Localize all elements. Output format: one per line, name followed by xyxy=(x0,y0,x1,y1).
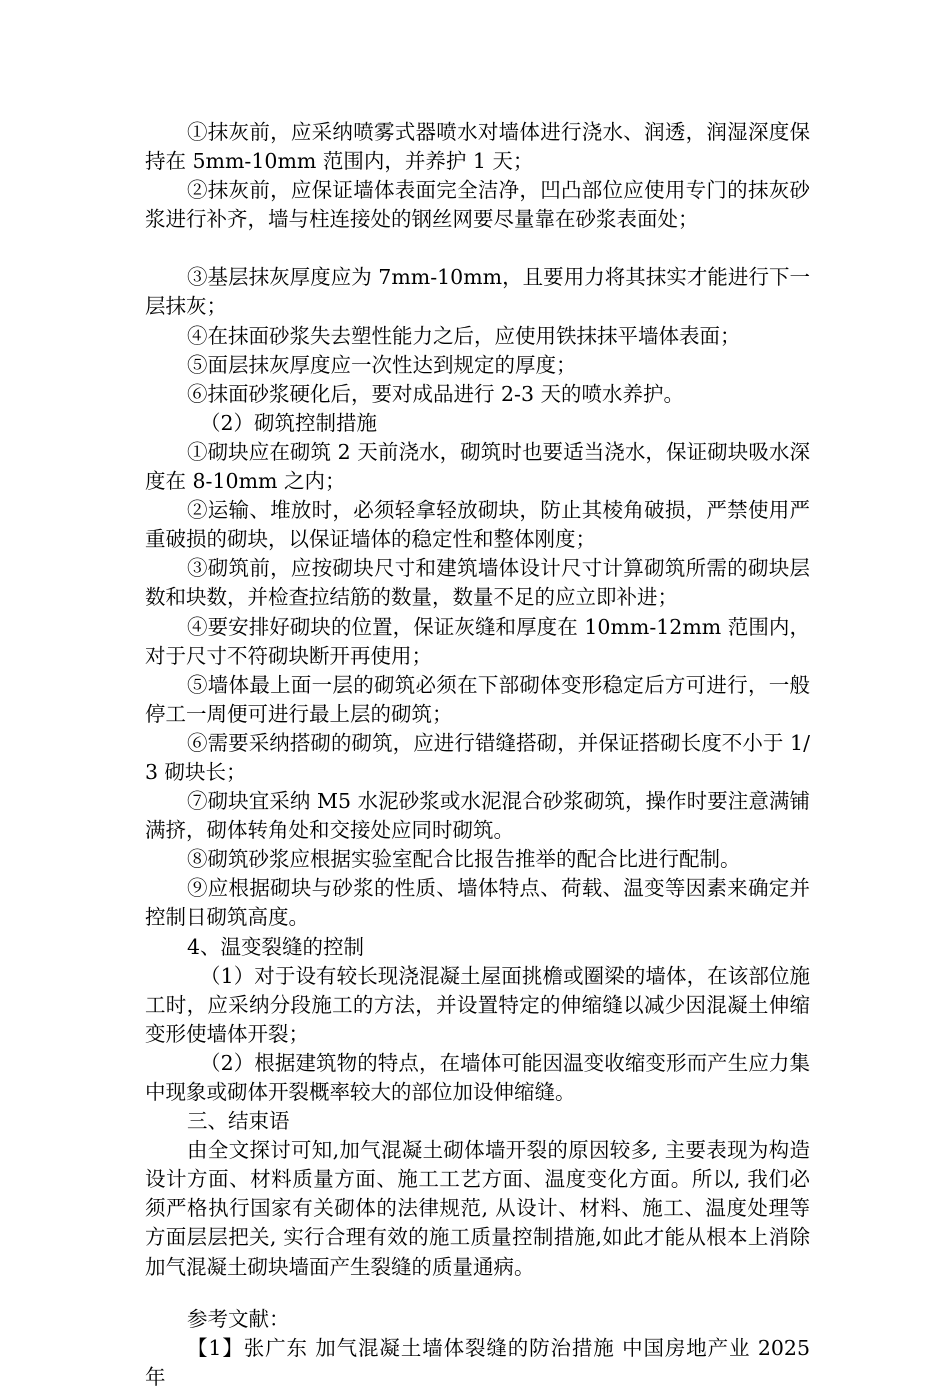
paragraph-plaster-2: ②抹灰前，应保证墙体表面完全洁净，凹凸部位应使用专门的抹灰砂浆进行补齐，墙与柱连接处的钢丝网要尽量靠在砂浆表面处； xyxy=(145,178,810,232)
paragraph-masonry-2: ②运输、堆放时，必须轻拿轻放砌块，防止其棱角破损，严禁使用严重破损的砌块，以保证墙体的稳定性和整体刚度； xyxy=(145,498,810,552)
paragraph-plaster-1: ①抹灰前，应采纳喷雾式器喷水对墙体进行浇水、润透，润湿深度保持在 5mm-10mm 范围内，并养护 1 天； xyxy=(145,120,810,174)
paragraph-plaster-3: ③基层抹灰厚度应为 7mm-10mm，且要用力将其抹实才能进行下一层抹灰； xyxy=(145,265,810,319)
paragraph-temperature-1: （1）对于设有较长现浇混凝土屋面挑檐或圈梁的墙体，在该部位施工时，应采纳分段施工的方法，并设置特定的伸缩缝以减少因混凝土伸缩变形使墙体开裂； xyxy=(145,963,810,1046)
paragraph-masonry-5: ⑤墙体最上面一层的砌筑必须在下部砌体变形稳定后方可进行，一般停工一周便可进行最上层的砌筑； xyxy=(145,672,810,726)
paragraph-spacer xyxy=(145,1282,810,1305)
paragraph-plaster-6: ⑥抹面砂浆硬化后，要对成品进行 2-3 天的喷水养护。 xyxy=(187,381,685,406)
references-title: 参考文献： xyxy=(187,1306,290,1331)
paragraph-masonry-3: ③砌筑前，应按砌块尺寸和建筑墙体设计尺寸计算砌筑所需的砌块层数和块数，并检查拉结筋的数量，数量不足的应立即补进； xyxy=(145,556,810,610)
section-heading-conclusion: 三、结束语 xyxy=(187,1109,290,1134)
paragraph-plaster-5: ⑤面层抹灰厚度应一次性达到规定的厚度； xyxy=(187,352,577,377)
reference-item: 【1】张广东 加气混凝土墙体裂缝的防治措施 中国房地产业 2025 年 xyxy=(145,1335,810,1389)
section-heading-masonry: （2）砌筑控制措施 xyxy=(200,410,378,435)
paragraph-temperature-2: （2）根据建筑物的特点，在墙体可能因温变收缩变形而产生应力集中现象或砌体开裂概率较大的部位加设伸缩缝。 xyxy=(145,1050,810,1104)
section-heading-temperature: 4、温变裂缝的控制 xyxy=(187,934,365,959)
paragraph-masonry-8: ⑧砌筑砂浆应根据实验室配合比报告推举的配合比进行配制。 xyxy=(187,847,741,872)
paragraph-conclusion: 由全文探讨可知,加气混凝土砌体墙开裂的原因较多, 主要表现为构造设计方面、材料质量方面、施工工艺方面、温度变化方面。所以, 我们必须严格执行国家有关砌体的法律规范, 从设计、材料、施工、温度处理等方面层层把关, 实行合理有效的施工质量控制措施,如此才能从根本上消除加气混凝土砌块墙面产生裂缝的质量通病。 xyxy=(145,1138,810,1279)
paragraph-masonry-9: ⑨应根据砌块与砂浆的性质、墙体特点、荷载、温变等因素来确定并控制日砌筑高度。 xyxy=(145,876,810,930)
paragraph-masonry-1: ①砌块应在砌筑 2 天前浇水，砌筑时也要适当浇水，保证砌块吸水深度在 8-10mm 之内； xyxy=(145,439,810,494)
paragraph-masonry-4: ④要安排好砌块的位置，保证灰缝和厚度在 10mm-12mm 范围内，对于尺寸不符砌块断开再使用； xyxy=(145,614,810,668)
document-body xyxy=(145,118,810,1392)
paragraph-masonry-7: ⑦砌块宜采纳 M5 水泥砂浆或水泥混合砂浆砌筑，操作时要注意满铺满挤，砌体转角处和交接处应同时砌筑。 xyxy=(145,789,810,843)
paragraph-spacer xyxy=(145,234,810,263)
paragraph-masonry-6: ⑥需要采纳搭砌的砌筑，应进行错缝搭砌，并保证搭砌长度不小于 1/3 砌块长； xyxy=(145,730,810,784)
paragraph-plaster-4: ④在抹面砂浆失去塑性能力之后，应使用铁抹抹平墙体表面； xyxy=(187,323,741,348)
